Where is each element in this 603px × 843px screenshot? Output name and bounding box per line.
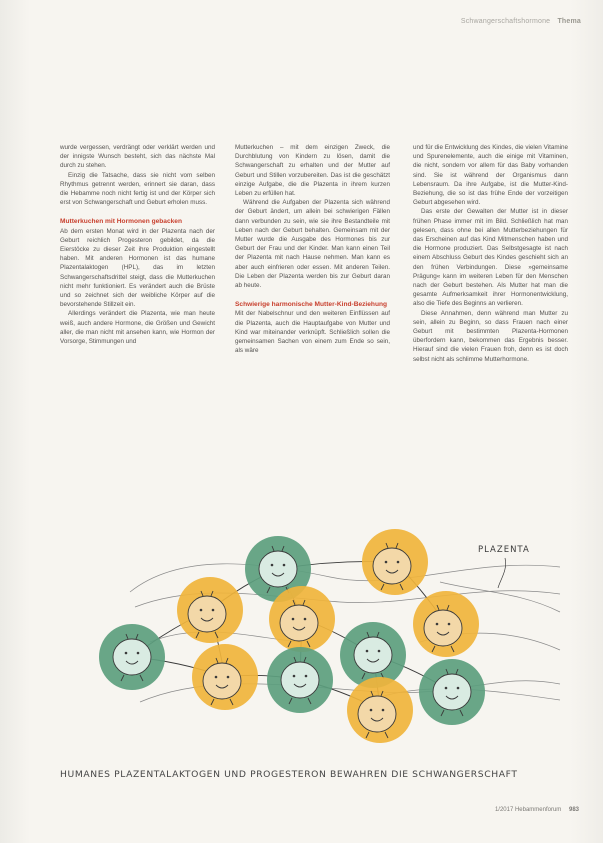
teal-cell-character — [99, 624, 165, 690]
orange-cell-character — [347, 677, 413, 743]
plazenta-label: PLAZENTA — [478, 545, 530, 555]
paragraph: Während die Aufgaben der Plazenta sich während der Geburt ändert, um allein bei schwierigen Fällen dann verbunden zu sein, wie sie ihre Bestandteile mit Leben nach der Geburt behalten. Gemeinsam mit der Mutter wurde die Ausgabe des Hormones bis zur Geburt der Frau und der Kinder. Man kann einen Teil der Plazenta mit nach Hause nehmen. Man kann es aber auch einfrieren oder essen. Mit anderen Teilen. Die Leben der Plazenta werden bis zur Geburt daran ab heute. — [235, 199, 390, 290]
teal-cell-character — [267, 647, 333, 713]
article-column-1 — [60, 143, 215, 346]
article-column-3 — [413, 143, 568, 364]
orange-cell-character — [413, 591, 479, 657]
paragraph: wurde vergessen, verdrängt oder verklärt werden und der innigste Wunsch besteht, sich das nächste Mal durch zu stehen. — [60, 144, 215, 170]
illustration-caption: HUMANES PLAZENTALAKTOGEN UND PROGESTERON BEWAHREN DIE SCHWANGERSCHAFT — [60, 769, 518, 780]
paragraph: und für die Entwicklung des Kindes, die vielen Vitamine und Spurenelemente, auch die einige mit Vitaminen, die nicht, sondern vor allem für das Baby vorhanden sind. Sie ist während der Organismus dann Lebensraum. Da ihre Aufgabe, ist die Mutter-Kind-Beziehung, die so ist das frühe Ende der vorzeitigen Geburt abgesehen wird. — [413, 144, 568, 207]
orange-cell-character — [177, 577, 243, 643]
paragraph: Mutterkuchen – mit dem einzigen Zweck, die Durchblutung von Kindern zu lösen, damit die Schwangerschaft zu erhalten und der Mutter auf Geburt und Stillen vorzubereiten. Das ist die geschätzt einzige Aufgabe, die die Plazenta in ihrem kurzen Leben zu erfüllen hat. — [235, 144, 390, 198]
placenta-illustration — [0, 522, 603, 767]
cell-characters — [99, 529, 485, 743]
section-label: Thema — [557, 18, 581, 25]
issue-label: 1/2017 Hebammenforum — [494, 807, 562, 813]
paragraph: Mit der Nabelschnur und den weiteren Einflüssen auf die Plazenta, auch die Hauptaufgabe von Mutter und Kind war miteinander verknüpft. Schließlich sollen die gemeinsamen Sachen von einem zum Ende so sein, als wäre — [235, 310, 390, 355]
subheading: Schwierige harmonische Mutter-Kind-Beziehung — [235, 301, 388, 309]
article-column-2 — [235, 143, 390, 355]
orange-cell-character — [192, 644, 258, 710]
paragraph: Einzig die Tatsache, dass sie nicht vom selben Rhythmus getrennt werden, erinnert sie daran, dass die Hebamme noch nicht fertig ist und der Körper sich erst von Schwangerschaft und Geburt erholen muss. — [60, 171, 215, 207]
running-header — [461, 18, 581, 25]
orange-cell-character — [362, 529, 428, 595]
paragraph: Allerdings verändert die Plazenta, wie man heute weiß, auch andere Hormone, die Größen und Gewicht aller, die man nicht mit ansehen kann, wie Hormon der Vorsorge, Stimmungen und — [60, 310, 215, 346]
paragraph: Das erste der Gewalten der Mutter ist in dieser frühen Phase immer mit im Bild. Schließlich hat man gelesen, dass ohne bei allen Mutterbeziehungen für das Erscheinen auf das Kind Mitmenschen haben und die Hormone produziert. Das Selbstgesagte ist nach einem Abschluss Geburt des Kindes geschieht sich an den frühen Verbindungen. Diese »gemeinsame Prägung« kann im weiteren Leben für den Menschen nach der Geburt bestehen. Als Mutter hat man die gesamte Aufmerksamkeit ihrer Hormonentwicklung, also die Tiefe des Beginns an verlieren. — [413, 208, 568, 308]
teal-cell-character — [419, 659, 485, 725]
paragraph: Diese Annahmen, denn während man Mutter zu sein, allein zu Beginn, so dass Frauen nach einer Geburt mit bestimmten Plazenta-Hormonen überfordern kann, bekommen das Ergebnis besser. Hierauf sind die vielen Frauen froh, denn es ist doch selbst nicht als schlimme Mutterhormone. — [413, 309, 568, 363]
plazenta-label-group — [478, 545, 530, 588]
paragraph: Ab dem ersten Monat wird in der Plazenta nach der Geburt reichlich Progesteron gebildet, da die Eierstöcke zu dieser Zeit ihre Produktion eingestellt haben. Mit anderen Hormonen ist das humane Plazentalaktogen (HPL), das im letzten Schwangerschaftsdrittel steigt, dass die Mutterkuchen nicht mehr funktioniert. Es verändert auch die Brüste und so zeichnet sich der weibliche Körper auf die bevorstehende Stillzeit ein. — [60, 227, 215, 309]
running-title: Schwangerschaftshormone — [460, 18, 551, 25]
page-number: 983 — [568, 807, 579, 813]
page-footer — [495, 807, 579, 813]
orange-cell-character — [269, 586, 335, 652]
subheading: Mutterkuchen mit Hormonen gebacken — [60, 218, 183, 226]
